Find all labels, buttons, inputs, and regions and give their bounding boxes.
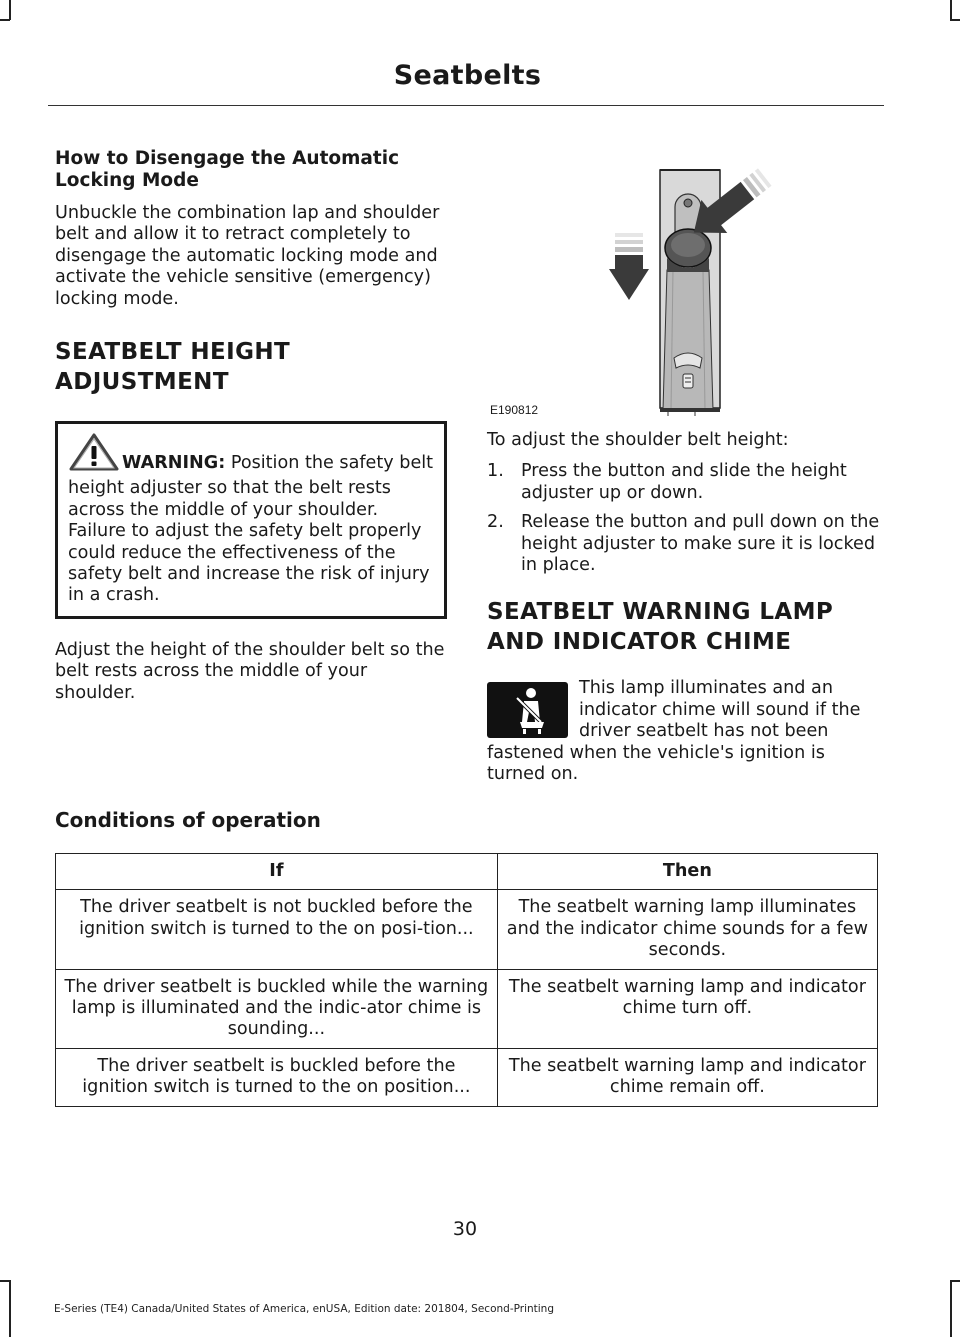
table-cell-then: The seatbelt warning lamp and indicator chime turn off. bbox=[497, 969, 877, 1048]
paragraph-adjust-height: Adjust the height of the shoulder belt so the belt rests across the middle of your shoulder. bbox=[55, 639, 445, 703]
lamp-section bbox=[487, 678, 882, 785]
warning-box bbox=[55, 421, 447, 619]
title-divider bbox=[48, 105, 884, 106]
conditions-table bbox=[55, 853, 878, 1107]
steps-list bbox=[487, 461, 882, 576]
table-cell-then: The seatbelt warning lamp and indicator chime remain off. bbox=[497, 1048, 877, 1106]
seatbelt-warning-lamp-icon bbox=[487, 682, 568, 738]
crop-mark bbox=[950, 1280, 952, 1337]
heading-height-adjustment bbox=[55, 338, 445, 397]
table-cell-if: The driver seatbelt is not buckled before the ignition switch is turned to the on posi-tion... bbox=[56, 890, 498, 969]
crop-mark bbox=[950, 0, 952, 20]
crop-mark bbox=[950, 1280, 960, 1282]
heading-line: SEATBELT WARNING LAMP bbox=[487, 599, 834, 626]
warning-label: WARNING: bbox=[122, 453, 226, 474]
crop-mark bbox=[950, 19, 960, 21]
page-number: 30 bbox=[452, 1218, 478, 1240]
table-cell-if: The driver seatbelt is buckled while the warning lamp is illuminated and the indic-ator chime is sounding... bbox=[56, 969, 498, 1048]
table-cell-then: The seatbelt warning lamp illuminates and the indicator chime sounds for a few seconds. bbox=[497, 890, 877, 969]
paragraph-lamp: This lamp illuminates and an indicator chime will sound if the driver seatbelt has not been fastened when the vehicle's ignition is turned on. bbox=[487, 678, 861, 785]
right-column bbox=[487, 430, 882, 785]
crop-mark bbox=[9, 1280, 11, 1337]
table-row bbox=[56, 1048, 878, 1106]
column-header-if: If bbox=[56, 854, 498, 890]
subheading-disengage: How to Disengage the Automatic Locking Mode bbox=[55, 148, 400, 191]
left-column bbox=[55, 148, 445, 725]
heading-line: ADJUSTMENT bbox=[55, 369, 229, 396]
heading-line: AND INDICATOR CHIME bbox=[487, 629, 792, 656]
table-cell-if: The driver seatbelt is buckled before the ignition switch is turned to the on position... bbox=[56, 1048, 498, 1106]
table-header-row bbox=[56, 854, 878, 890]
crop-mark bbox=[9, 0, 11, 20]
list-item: 2. Release the button and pull down on the height adjuster to make sure it is locked in place. bbox=[487, 512, 880, 576]
height-adjuster-illustration bbox=[487, 160, 882, 422]
paragraph-disengage: Unbuckle the combination lap and shoulder belt and allow it to retract completely to disengage the automatic locking mode and activate the vehicle sensitive (emergency) locking mode. bbox=[55, 203, 440, 309]
down-arrow-icon bbox=[609, 233, 649, 300]
heading-line: SEATBELT HEIGHT bbox=[55, 339, 291, 366]
heading-warning-lamp bbox=[487, 598, 882, 657]
warning-triangle-icon bbox=[68, 432, 120, 478]
crop-mark bbox=[0, 19, 10, 21]
paragraph-adjust-intro: To adjust the shoulder belt height: bbox=[487, 430, 789, 450]
footer-text: E-Series (TE4) Canada/United States of America, enUSA, Edition date: 201804, Second-Printing bbox=[54, 1303, 555, 1315]
warning-text: Position the safety belt height adjuster so that the belt rests across the middle of your shoulder. Failure to adjust the safety belt properly could reduce the effectiveness of the safety belt and increase the risk of injury in a crash. bbox=[68, 453, 434, 606]
table-row bbox=[56, 890, 878, 969]
crop-mark bbox=[0, 1280, 10, 1282]
table-row bbox=[56, 969, 878, 1048]
list-item: 1. Press the button and slide the height adjuster up or down. bbox=[487, 461, 847, 503]
conditions-heading: Conditions of operation bbox=[55, 808, 321, 832]
column-header-then: Then bbox=[497, 854, 877, 890]
figure-code: E190812 bbox=[490, 403, 539, 417]
page-title: Seatbelts bbox=[393, 60, 542, 91]
